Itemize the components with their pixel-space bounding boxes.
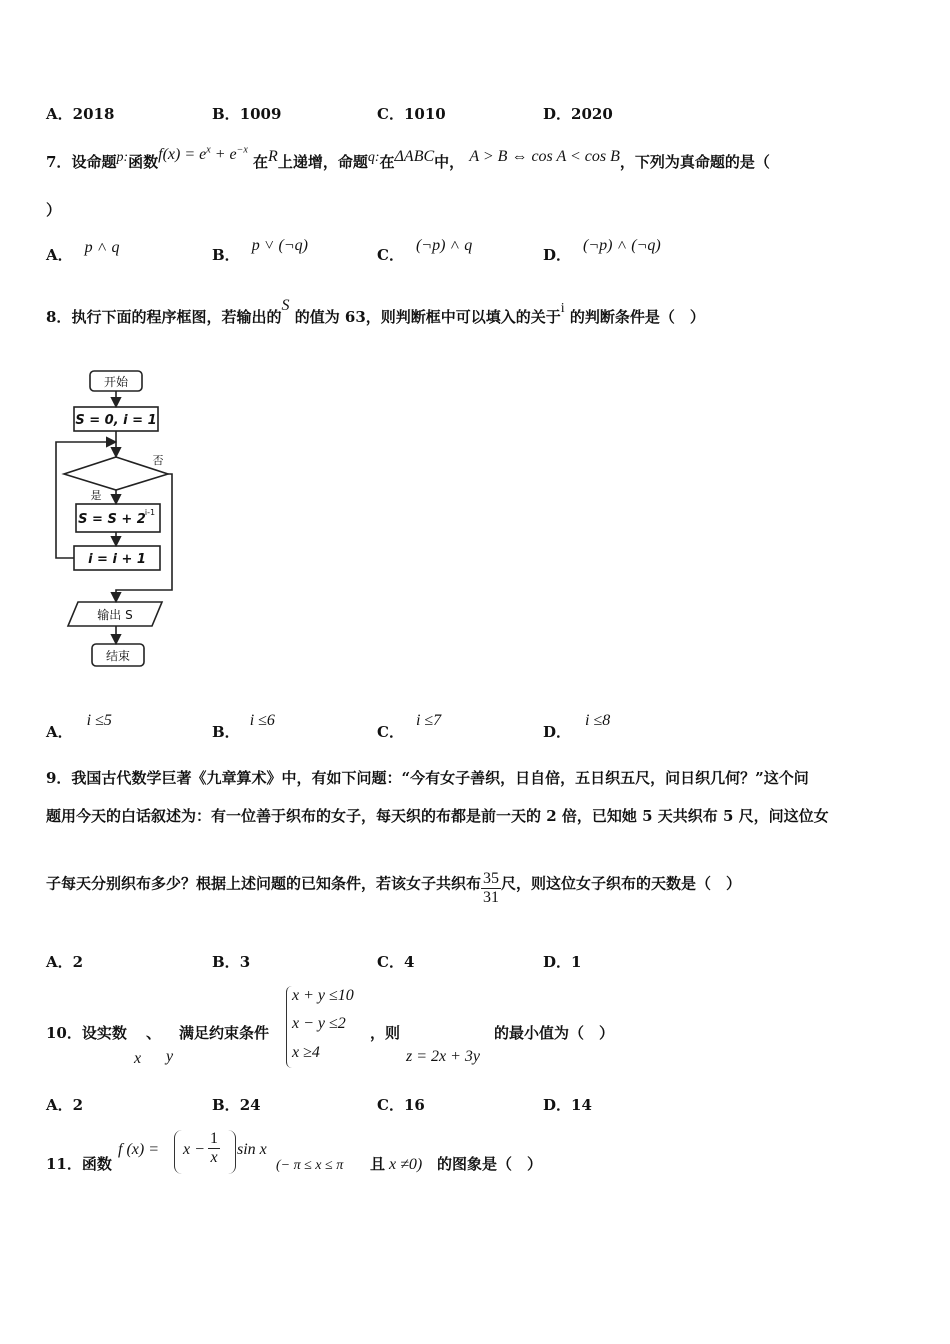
q10-constraint-2: x − y ≤2: [292, 1015, 346, 1032]
q10-option-d: D．14: [543, 1096, 592, 1114]
q7-close-paren: ）: [46, 201, 62, 219]
flow-update-i-label: i = i + 1: [88, 552, 146, 567]
q11-and: 且: [370, 1155, 386, 1173]
q6-option-c: C．1010: [377, 105, 446, 123]
flow-loop-arrow: [56, 442, 114, 558]
q7-option-d: D．(¬p) ˄ (¬q): [543, 237, 661, 264]
q8-option-a: A．i ≤5: [46, 712, 112, 741]
q9-option-c: C．4: [377, 953, 415, 971]
q10-option-c: C．16: [377, 1096, 425, 1114]
program-flowchart: [40, 362, 200, 677]
q6-option-d: D．2020: [543, 105, 613, 123]
q11-x-minus: x −: [183, 1141, 205, 1158]
q8-stem: 8．执行下面的程序框图，若输出的$^S$ 的值为 63，则判断框中可以填入的关于$^i$ 的判断条件是（ ）: [46, 297, 705, 326]
q8-option-c: C．i ≤7: [377, 712, 442, 741]
flow-init-label: S = 0, i = 1: [75, 413, 157, 428]
q11-question: 的图象是（ ）: [437, 1155, 543, 1173]
q10-constraint-3: x ≥4: [292, 1044, 320, 1061]
q11-domain: (− π ≤ x ≤ π: [276, 1158, 344, 1173]
flow-end-label: 结束: [105, 649, 131, 663]
q6-option-b: B．1009: [212, 105, 282, 123]
q7-option-b: B．p ˅ (¬q): [212, 237, 308, 264]
flow-update-s-exponent: i-1: [144, 508, 156, 517]
q9-fraction: $\frac{35}{31}$: [483, 870, 500, 906]
q11-function-name: f (x) =: [118, 1141, 159, 1158]
q10-question: 的最小值为（ ）: [494, 1024, 615, 1042]
q10-separator: 、: [146, 1024, 162, 1042]
flow-start-label: 开始: [103, 375, 129, 389]
q8-option-d: D．i ≤8: [543, 712, 611, 741]
q10-var-y: y: [166, 1048, 174, 1065]
q10-objective: z = 2x + 3y: [406, 1048, 481, 1065]
q8-option-b: B．i ≤6: [212, 712, 275, 741]
q10-constraint-1: x + y ≤10: [292, 987, 354, 1004]
flow-no-label: 否: [152, 454, 164, 467]
q10-option-a: A．2: [46, 1096, 84, 1114]
flow-yes-label: 是: [90, 489, 102, 502]
q10-intro: 10．设实数: [46, 1024, 127, 1042]
q11-condition: x ≠0): [389, 1156, 423, 1173]
q11-intro: 11．函数: [46, 1155, 112, 1173]
q9-line-1: 9．我国古代数学巨著《九章算术》中，有如下问题：“今有女子善织，日自倍，五日织五尺，问日织几何？”这个问: [46, 769, 809, 787]
flow-exit-arrow: [116, 474, 172, 600]
q10-constraint-text: 满足约束条件: [179, 1024, 270, 1042]
q10-var-x: x: [134, 1050, 142, 1067]
q7-stem: 7．设命题$^{p:}$函数$f(x) = e^x + e^{-x}$ 在$^R$上递增，命题$^{q:}$在ΔABC中， A > B ⇔ cos A < cos B，下列为真命题的是（: [46, 144, 770, 171]
q7-option-c: C．(¬p) ˄ q: [377, 237, 473, 264]
q7-option-a: A． p ˄ q: [46, 239, 120, 264]
q9-option-a: A．2: [46, 953, 84, 971]
q11-fraction: $\frac{1}{x}$: [210, 1130, 218, 1166]
flow-update-s-label: S = S + 2: [78, 512, 146, 527]
q9-line-2: 题用今天的白话叙述为：有一位善于织布的女子，每天织的布都是前一天的 2 倍，已知她 5 天共织布 5 尺，问这位女: [46, 807, 829, 825]
q10-then: ，则: [370, 1024, 401, 1042]
q9-option-b: B．3: [212, 953, 251, 971]
q9-option-d: D．1: [543, 953, 582, 971]
q6-option-a: A．2018: [46, 105, 115, 123]
flow-output-label: 输出 S: [97, 608, 133, 622]
q11-sin: sin x: [237, 1141, 267, 1158]
q10-option-b: B．24: [212, 1096, 261, 1114]
q9-line-3: 子每天分别织布多少？根据上述问题的已知条件，若该女子共织布 $\frac{35}{31}$ 尺，则这位女子织布的天数是（ ）: [46, 870, 742, 906]
